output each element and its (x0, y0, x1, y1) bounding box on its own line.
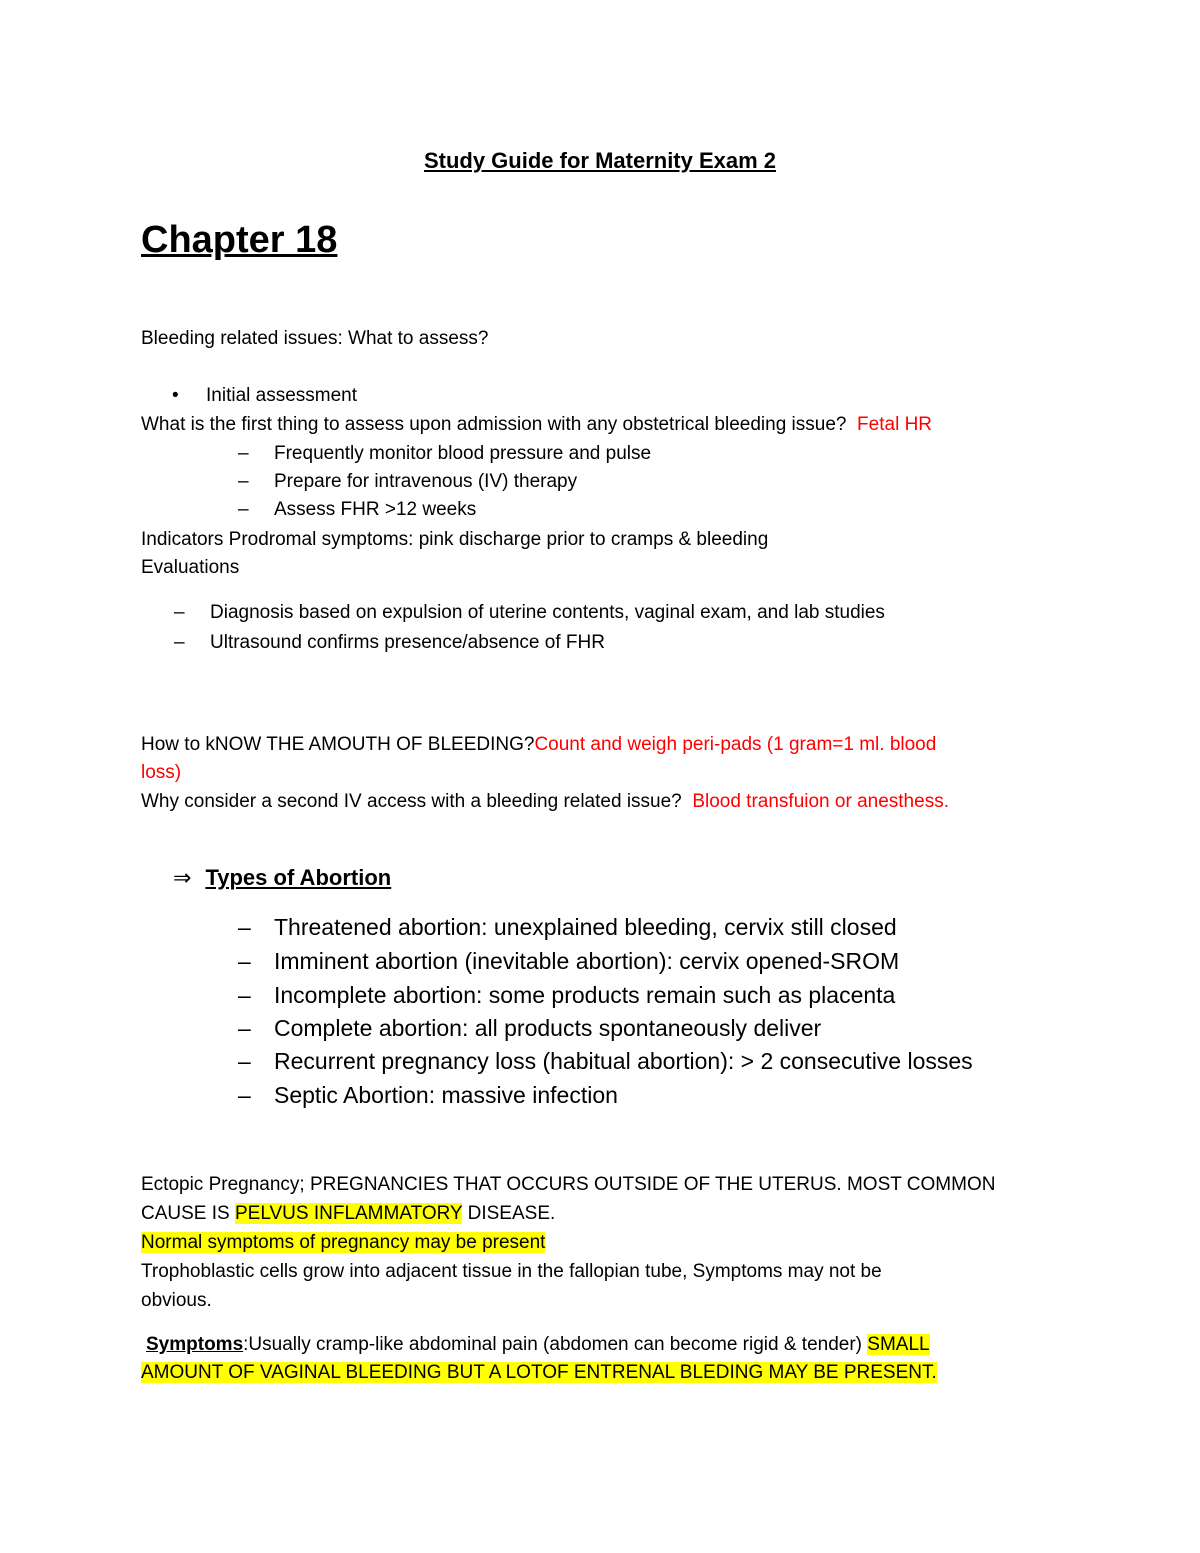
question-text: Why consider a second IV access with a bleeding related issue? (141, 791, 682, 812)
bullet-item-initial-assessment (172, 383, 357, 409)
answer-text: Fetal HR (857, 414, 933, 435)
dash-icon: – (174, 632, 185, 653)
question-text: What is the first thing to assess upon admission with any obstetrical bleeding issue? (141, 414, 847, 435)
symptoms-colon: : (243, 1334, 249, 1355)
bullet-icon: • (172, 385, 179, 406)
dash-item (238, 469, 577, 495)
dash-icon: – (238, 1048, 251, 1074)
dash-icon: – (238, 499, 249, 520)
dash-item-label: Frequently monitor blood pressure and pulse (274, 443, 652, 464)
document-title: Study Guide for Maternity Exam 2 (423, 148, 777, 173)
eval-item-label: Diagnosis based on expulsion of uterine contents, vaginal exam, and lab studies (210, 602, 885, 623)
section-heading-label: Types of Abortion (205, 865, 392, 890)
abortion-type-item (238, 1080, 618, 1110)
symptoms-label: Symptoms (146, 1334, 244, 1355)
amount-answer-continued: loss) (141, 762, 182, 783)
abortion-type-item (238, 1046, 973, 1076)
abortion-type-item (238, 946, 899, 976)
highlighted-text: SMALL (867, 1334, 930, 1355)
dash-item-label: Prepare for intravenous (IV) therapy (274, 471, 578, 492)
dash-icon: – (238, 948, 251, 974)
dash-icon: – (238, 982, 251, 1008)
dash-icon: – (238, 1015, 251, 1041)
dash-item-label: Assess FHR >12 weeks (274, 499, 477, 520)
question-text: How to kNOW THE AMOUTH OF BLEEDING? (141, 734, 535, 755)
ectopic-cause-suffix: DISEASE. (462, 1203, 556, 1224)
eval-item (174, 600, 885, 626)
symptoms-line (146, 1332, 930, 1358)
indicators-line: Indicators Prodromal symptoms: pink discharge prior to cramps & bleeding (141, 529, 769, 550)
chapter-heading: Chapter 18 (141, 219, 338, 261)
arrow-right-icon: ⇒ (173, 865, 192, 890)
eval-item (174, 630, 605, 656)
trophoblastic-line-continued: obvious. (141, 1290, 212, 1311)
abortion-type-label: Incomplete abortion: some products remain such as placenta (274, 982, 896, 1008)
dash-item (238, 497, 476, 523)
abortion-type-label: Recurrent pregnancy loss (habitual abortion): > 2 consecutive losses (274, 1048, 973, 1074)
ectopic-line: Ectopic Pregnancy; PREGNANCIES THAT OCCURS OUTSIDE OF THE UTERUS. MOST COMMON (141, 1174, 996, 1195)
highlighted-text: AMOUNT OF VAGINAL BLEEDING BUT A LOTOF ENTRENAL BLEDING MAY BE PRESENT. (141, 1362, 937, 1383)
highlighted-text: PELVUS INFLAMMATORY (234, 1203, 463, 1224)
eval-item-label: Ultrasound confirms presence/absence of FHR (210, 632, 605, 653)
bullet-item-label: Initial assessment (206, 385, 358, 406)
bleeding-heading: Bleeding related issues: What to assess? (141, 328, 489, 349)
dash-icon: – (238, 914, 251, 940)
abortion-type-label: Septic Abortion: massive infection (274, 1082, 618, 1108)
abortion-type-item (238, 980, 895, 1010)
answer-text: Blood transfuion or anesthess. (692, 791, 949, 812)
abortion-type-label: Imminent abortion (inevitable abortion): cervix opened-SROM (274, 948, 900, 974)
dash-icon: – (238, 471, 249, 492)
trophoblastic-line: Trophoblastic cells grow into adjacent tissue in the fallopian tube, Symptoms may not be (141, 1261, 882, 1282)
amount-question (141, 732, 936, 758)
iv-question (141, 789, 949, 815)
symptoms-line-continued (141, 1360, 937, 1386)
abortion-section-heading (173, 862, 391, 894)
highlighted-text: Normal symptoms of pregnancy may be present (141, 1232, 546, 1253)
dash-icon: – (174, 602, 185, 623)
ectopic-cause-prefix: CAUSE IS (141, 1203, 235, 1224)
abortion-type-label: Threatened abortion: unexplained bleeding, cervix still closed (274, 914, 897, 940)
dash-icon: – (238, 443, 249, 464)
answer-text: Count and weigh peri-pads (1 gram=1 ml. blood (534, 734, 937, 755)
ectopic-cause-line (141, 1201, 555, 1227)
first-assess-question (141, 412, 932, 438)
symptoms-text: Usually cramp-like abdominal pain (abdomen can become rigid & tender) (248, 1334, 868, 1355)
dash-item (238, 441, 651, 467)
abortion-type-item (238, 1013, 821, 1043)
dash-icon: – (238, 1082, 251, 1108)
evaluations-line: Evaluations (141, 557, 240, 578)
abortion-type-item (238, 912, 897, 942)
abortion-type-label: Complete abortion: all products spontaneously deliver (274, 1015, 822, 1041)
normal-symptoms-line (141, 1230, 545, 1256)
